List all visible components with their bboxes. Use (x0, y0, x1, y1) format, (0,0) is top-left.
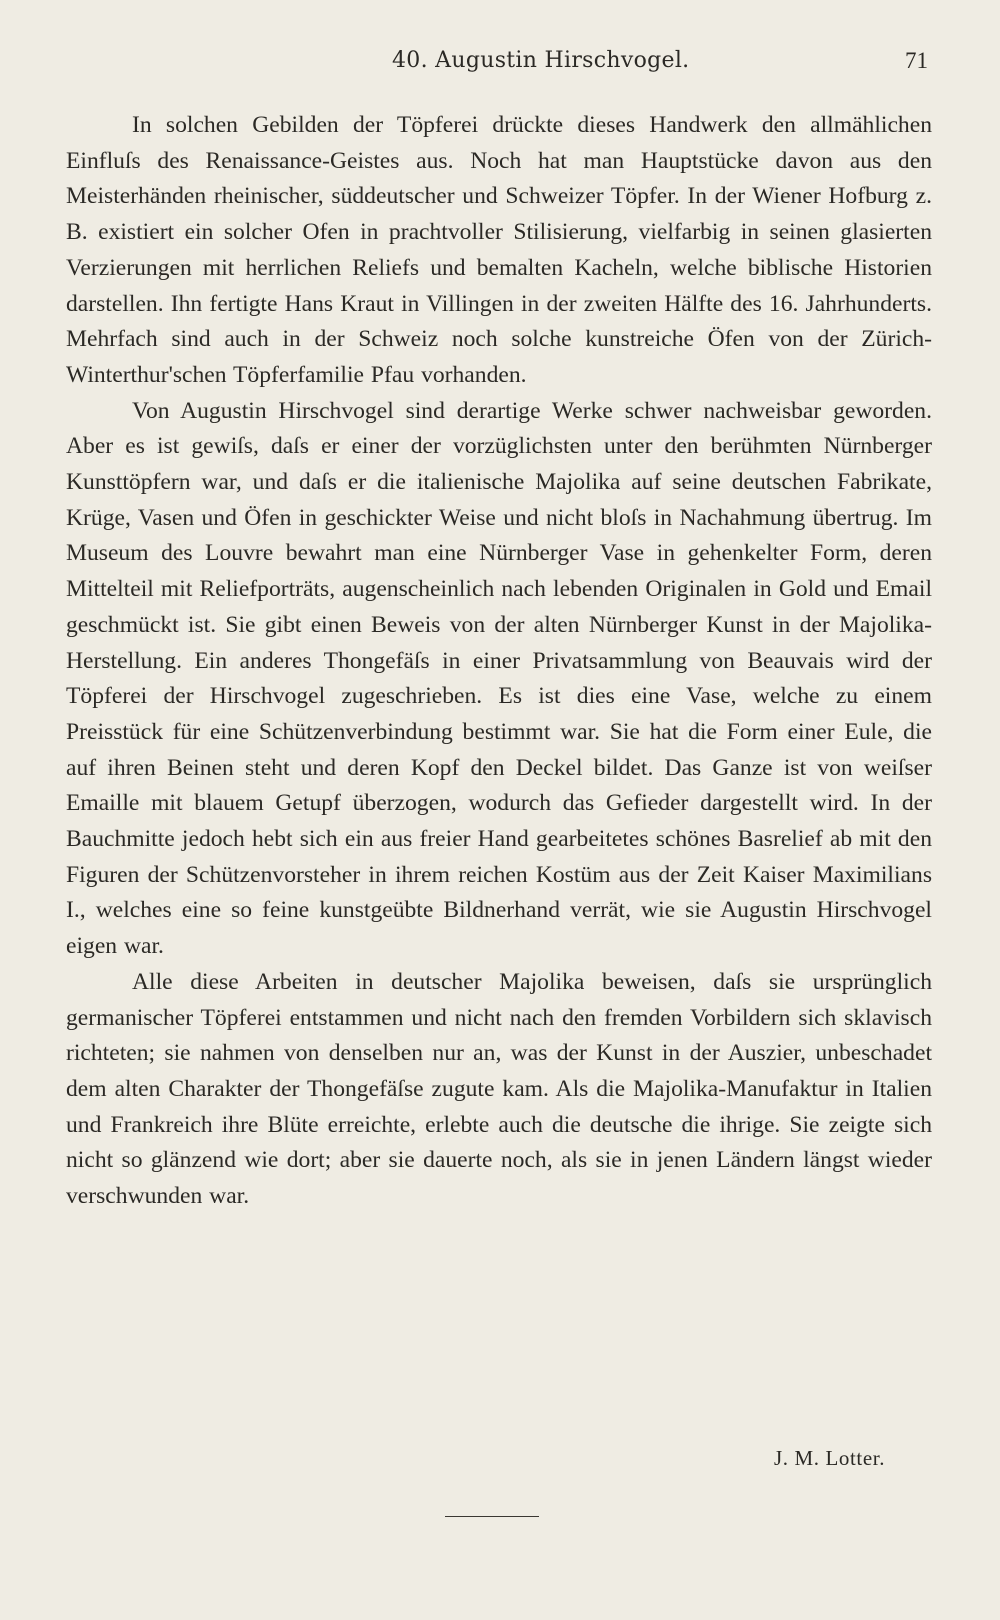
running-head (0, 48, 1000, 84)
paragraph-2: Von Augustin Hirschvogel sind derartige Werke schwer nachweisbar geworden. Aber es ist gewiſs, daſs er einer der vorzüglichsten unter den berühmten Nürnberger Kunsttöpfern war, und daſs er die italienische Majolika auf seine deutschen Fabrikate, Krüge, Vasen und Öfen in geschickter Weise und nicht bloſs in Nachahmung übertrug. Im Museum des Louvre bewahrt man eine Nürnberger Vase in gehenkelter Form, deren Mittelteil mit Reliefporträts, augenscheinlich nach lebenden Originalen in Gold und Email geschmückt ist. Sie gibt einen Beweis von der alten Nürnberger Kunst in der Majolika-Herstellung. Ein anderes Thongefäſs in einer Privatsammlung von Beauvais wird der Töpferei der Hirschvogel zugeschrieben. Es ist dies eine Vase, welche zu einem Preisstück für eine Schützenverbindung bestimmt war. Sie hat die Form einer Eule, die auf ihren Beinen steht und deren Kopf den Deckel bildet. Das Ganze ist von weiſser Emaille mit blauem Getupf überzogen, wodurch das Gefieder dargestellt wird. In der Bauchmitte jedoch hebt sich ein aus freier Hand gearbeitetes schönes Basrelief ab mit den Figuren der Schützenvorsteher in ihrem reichen Kostüm aus der Zeit Kaiser Maximilians I., welches eine so feine kunstgeübte Bildnerhand verrät, wie sie Augustin Hirschvogel eigen war. (66, 397, 932, 960)
author-signature: J. M. Lotter. (774, 1446, 886, 1470)
closing-rule (445, 1516, 539, 1517)
body-text (66, 108, 932, 1215)
paragraph-3: Alle diese Arbeiten in deutscher Majolika beweisen, daſs sie ursprünglich germanischer Töpferei entstammen und nicht nach den fremden Vorbildern sich sklavisch richteten; sie nahmen von denselben nur an, was der Kunst in der Auszier, unbeschadet dem alten Charakter der Thongefäſse zugute kam. Als die Majolika-Manufaktur in Italien und Frankreich ihre Blüte erreichte, erlebte auch die deutsche die ihrige. Sie zeigte sich nicht so glänzend wie dort; aber sie dauerte noch, als sie in jenen Ländern längst wieder verschwunden war. (66, 968, 932, 1210)
paragraph-1: In solchen Gebilden der Töpferei drückte dieses Handwerk den allmählichen Einfluſs des Renaissance-Geistes aus. Noch hat man Hauptstücke davon aus den Meisterhänden rheinischer, süddeutscher und Schweizer Töpfer. In der Wiener Hofburg z. B. existiert ein solcher Ofen in prachtvoller Stilisierung, vielfarbig in seinen glasierten Verzierungen mit herrlichen Reliefs und bemalten Kacheln, welche biblische Historien darstellen. Ihn fertigte Hans Kraut in Villingen in der zweiten Hälfte des 16. Jahrhunderts. Mehrfach sind auch in der Schweiz noch solche kunstreiche Öfen von der Zürich-Winterthur'schen Töpferfamilie Pfau vorhanden. (66, 112, 932, 388)
running-title: 40. Augustin Hirschvogel. (392, 48, 690, 73)
page-number: 71 (905, 48, 928, 73)
